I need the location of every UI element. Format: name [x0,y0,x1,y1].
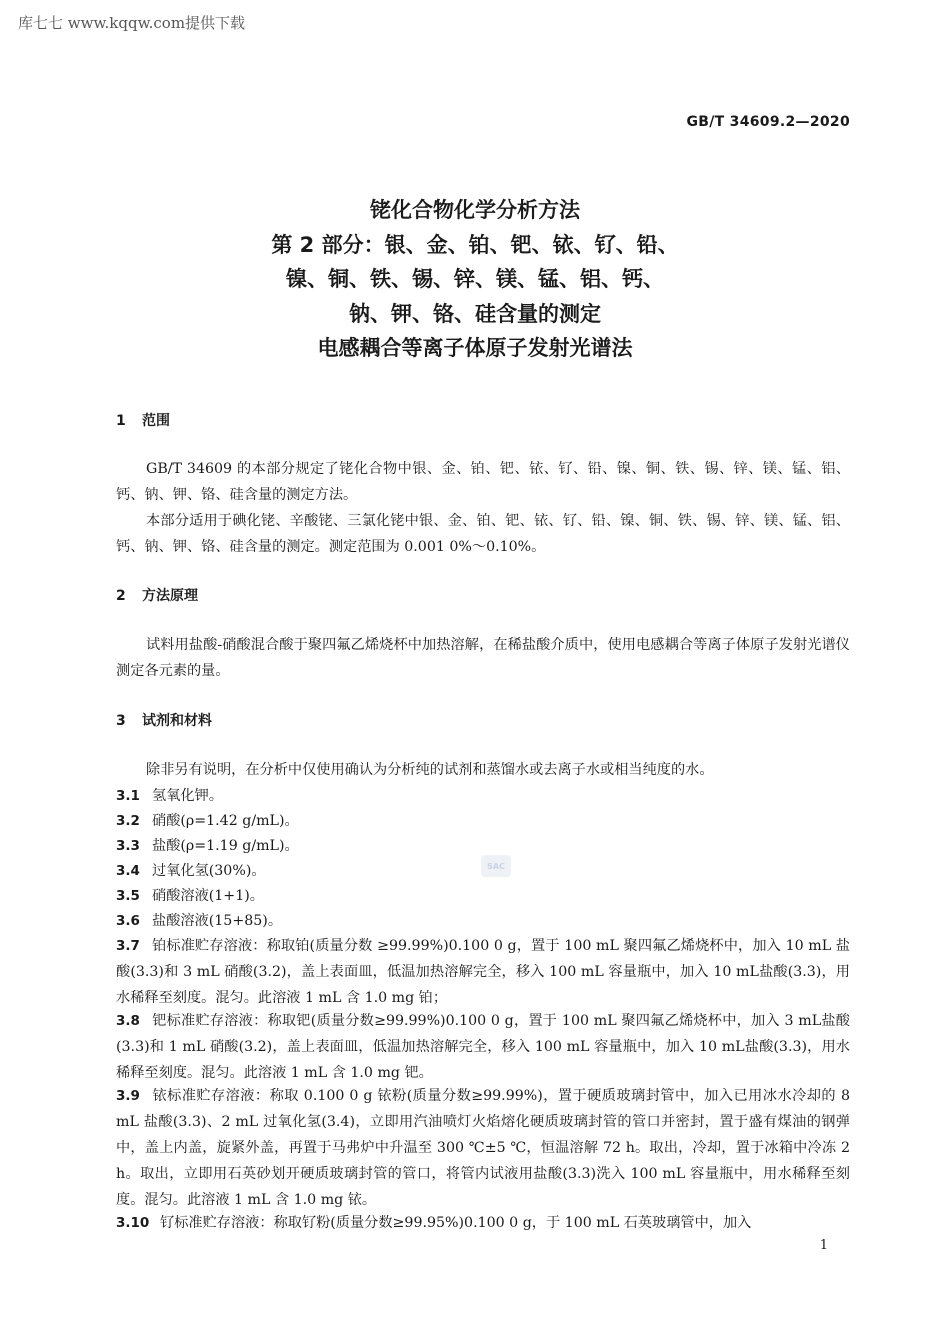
section-heading-reagents [116,710,212,730]
item-text: 钌标准贮存溶液：称取钌粉(质量分数≥99.95%)0.100 0 g，于 100 mL 石英玻璃管中，加入 [160,1215,752,1231]
section-paragraph: GB/T 34609 的本部分规定了铑化合物中银、金、铂、钯、铱、钌、铅、镍、铜、铁、锡、锌、镁、锰、铝、钙、钠、钾、铬、硅含量的测定方法。 [116,461,850,503]
section-heading-scope [116,410,170,430]
section-paragraph: 本部分适用于碘化铑、辛酸铑、三氯化铑中银、金、铂、钯、铱、钌、铅、镍、铜、铁、锡、锌、镁、锰、铝、钙、钠、钾、铬、硅含量的测定。测定范围为 0.001 0%～0.10%。 [116,513,850,555]
reagent-item [116,783,850,809]
item-number: 3.3 [116,838,140,854]
title-line: 铑化合物化学分析方法 [370,198,580,222]
item-text: 硝酸(ρ=1.42 g/mL)。 [152,813,299,829]
item-text: 钯标准贮存溶液：称取钯(质量分数≥99.99%)0.100 0 g，置于 100 mL 聚四氟乙烯烧杯中，加入 3 mL盐酸(3.3)和 1 mL 硝酸(3.2)，盖上表面皿，低温加热溶解完全，移入 100 mL 容量瓶中，加入 10 mL盐酸(3.3)，用水稀释至刻度。混匀。此溶液 1 mL 含 1.0 mg 钯。 [116,1013,850,1081]
item-number: 3.10 [116,1215,150,1231]
item-text: 硝酸溶液(1+1)。 [152,888,264,904]
item-text: 铂标准贮存溶液：称取铂(质量分数 ≥99.99%)0.100 0 g，置于 100 mL 聚四氟乙烯烧杯中，加入 10 mL 盐酸(3.3)和 3 mL 硝酸(3.2)，盖上表面皿，低温加热溶解完全，移入 100 mL 容量瓶中，加入 10 mL盐酸(3.3)，用水稀释至刻度。混匀。此溶液 1 mL 含 1.0 mg 铂； [116,938,850,1006]
title-line: 钠、钾、铬、硅含量的测定 [349,301,601,326]
item-text: 过氧化氢(30%)。 [152,863,266,879]
section-heading-principle [116,585,198,605]
reagent-item [116,1008,850,1086]
page-number: 1 [819,1238,828,1253]
section-title: 试剂和材料 [142,713,212,729]
download-watermark: 库七七 www.kqqw.com提供下载 [18,14,246,32]
section-number: 3 [116,713,126,729]
sac-watermark-stamp: SAC [481,855,511,877]
section-paragraph: 除非另有说明，在分析中仅使用确认为分析纯的试剂和蒸馏水或去离子水或相当纯度的水。 [146,762,714,778]
item-text: 盐酸溶液(15+85)。 [152,913,283,929]
item-number: 3.1 [116,788,140,804]
item-text: 盐酸(ρ=1.19 g/mL)。 [152,838,299,854]
section-title: 方法原理 [142,588,198,604]
item-number: 3.7 [116,938,140,954]
standard-code: GB/T 34609.2—2020 [686,114,850,130]
section-number: 1 [116,413,126,429]
reagent-item [116,1083,850,1213]
reagent-item [116,908,850,934]
item-text: 氢氧化钾。 [152,788,223,804]
document-title [100,193,850,366]
reagent-item [116,808,850,834]
reagent-item [116,1210,850,1236]
title-line: 镍、铜、铁、锡、锌、镁、锰、铝、钙、 [286,267,664,291]
title-line: 电感耦合等离子体原子发射光谱法 [317,336,633,360]
item-number: 3.9 [116,1088,140,1104]
section-paragraph: 试料用盐酸-硝酸混合酸于聚四氟乙烯烧杯中加热溶解，在稀盐酸介质中，使用电感耦合等离子体原子发射光谱仪测定各元素的量。 [116,637,850,679]
item-number: 3.4 [116,863,140,879]
reagent-item [116,883,850,909]
section-number: 2 [116,588,126,604]
reagent-item [116,933,850,1011]
item-number: 3.2 [116,813,140,829]
item-text: 铱标准贮存溶液：称取 0.100 0 g 铱粉(质量分数≥99.99%)，置于硬质玻璃封管中，加入已用冰水冷却的 8 mL 盐酸(3.3)、2 mL 过氧化氢(3.4)，立即用汽油喷灯火焰熔化硬质玻璃封管的管口并密封，置于盛有煤油的钢弹中，盖上内盖，旋紧外盖，再置于马弗炉中升温至 300 ℃±5 ℃，恒温溶解 72 h。取出，冷却，置于冰箱中冷冻 2 h。取出，立即用石英砂划开硬质玻璃封管的管口，将管内试液用盐酸(3.3)洗入 100 mL 容量瓶中，用水稀释至刻度。混匀。此溶液 1 mL 含 1.0 mg 铱。 [116,1088,850,1208]
item-number: 3.6 [116,913,140,929]
section-title: 范围 [142,413,170,429]
item-number: 3.5 [116,888,140,904]
item-number: 3.8 [116,1013,140,1029]
title-line: 第 2 部分：银、金、铂、钯、铱、钌、铅、 [271,232,679,257]
